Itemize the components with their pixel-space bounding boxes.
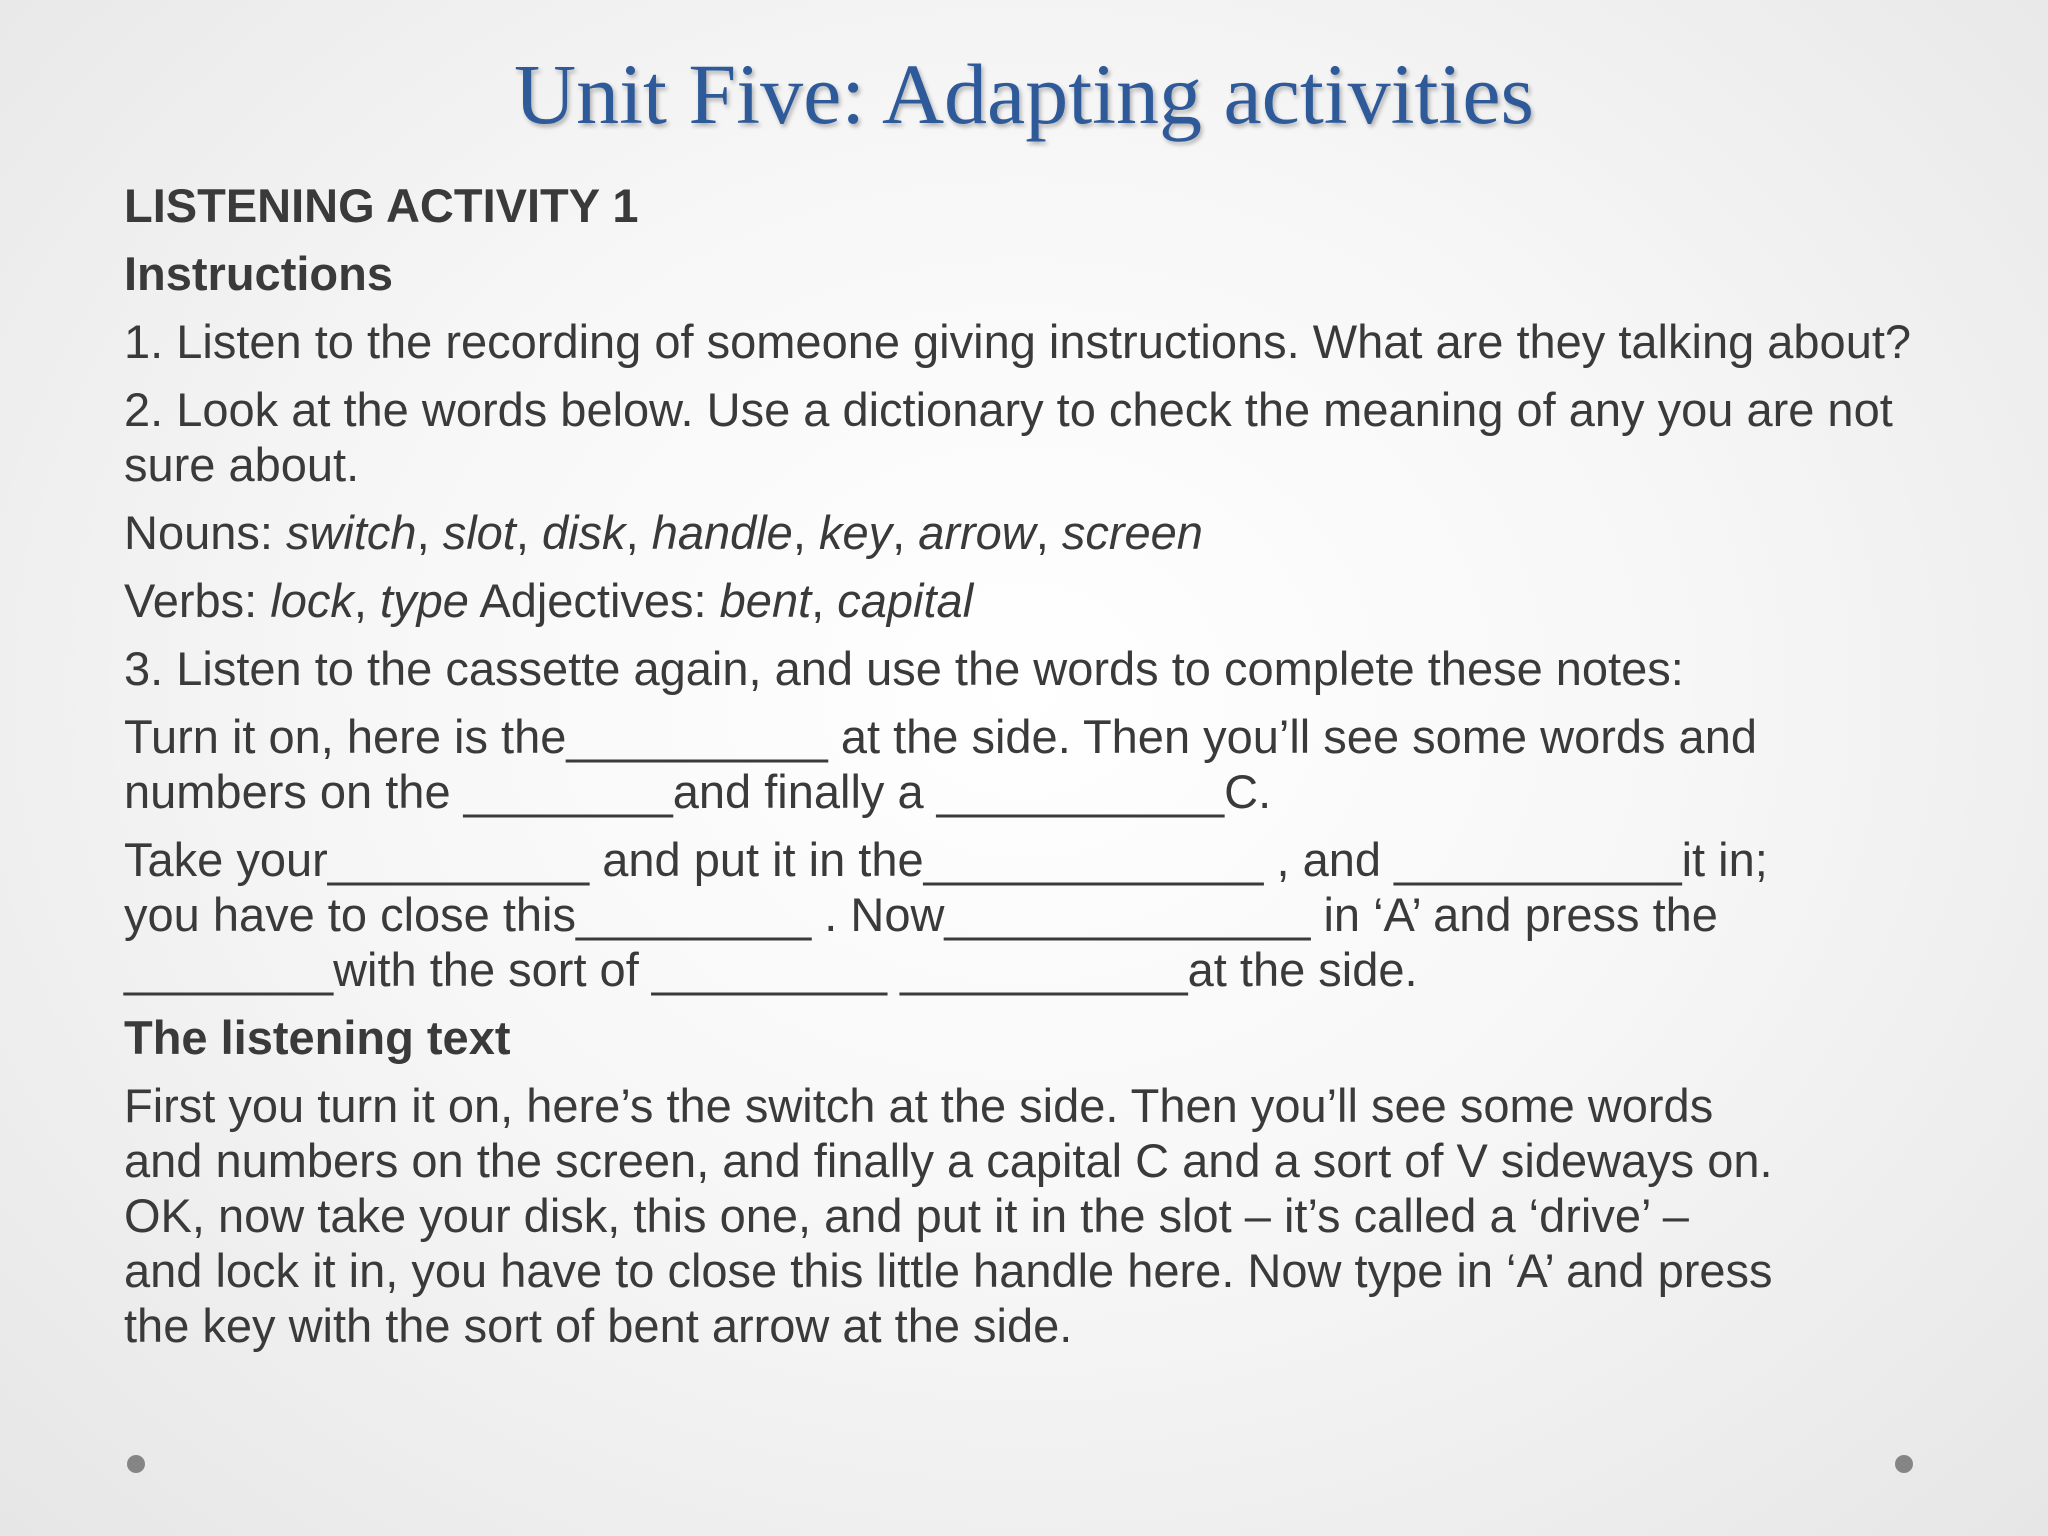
listening-text-line: the key with the sort of bent arrow at the side. [124,1299,1073,1352]
noun-word: slot [442,506,516,559]
gap-fill-notes-2 [124,832,1924,997]
listening-text-line: and numbers on the screen, and finally a capital C and a sort of V sideways on. [124,1134,1773,1187]
listening-text-line: First you turn it on, here’s the switch at the side. Then you’ll see some words [124,1079,1714,1132]
listening-text-label: The listening text [124,1011,511,1064]
noun-word: arrow [918,506,1036,559]
word-separator: , [792,506,819,559]
word-separator: , [892,506,919,559]
verb-word: type [380,574,469,627]
notes-line: numbers on the ________and finally a ___________C. [124,765,1272,818]
listening-text [124,1078,1924,1353]
adjective-word: capital [837,574,974,627]
instructions-label: Instructions [124,247,393,300]
decorative-dot-left [127,1455,145,1473]
adjective-word: bent [719,574,812,627]
verb-word: lock [270,574,354,627]
listening-text-line: and lock it in, you have to close this little handle here. Now type in ‘A’ and press [124,1244,1773,1297]
instruction-step-1: 1. Listen to the recording of someone giving instructions. What are they talking about? [124,315,1912,368]
noun-word: screen [1061,506,1203,559]
verbs-label: Verbs: [124,574,271,627]
noun-word: switch [285,506,417,559]
noun-word: key [818,506,893,559]
nouns-line [124,505,1924,560]
notes-line: Turn it on, here is the__________ at the side. Then you’ll see some words and [124,710,1757,763]
word-separator: , [353,574,381,627]
word-separator: , [515,506,542,559]
instruction-step-3: 3. Listen to the cassette again, and use the words to complete these notes: [124,642,1684,695]
slide-content [124,178,1924,1366]
slide-title: Unit Five: Adapting activities [514,46,1534,142]
word-separator: , [625,506,652,559]
gap-fill-notes-1 [124,709,1924,819]
noun-word: handle [651,506,793,559]
decorative-dot-right [1895,1455,1913,1473]
verbs-adjectives-line [124,573,1924,628]
nouns-label: Nouns: [124,506,286,559]
word-separator: , [416,506,443,559]
notes-line: you have to close this_________ . Now______________ in ‘A’ and press the [124,888,1718,941]
notes-line: ________with the sort of _________ ___________at the side. [124,943,1418,996]
adjectives-label: Adjectives: [468,574,720,627]
noun-word: disk [541,506,626,559]
activity-heading: LISTENING ACTIVITY 1 [124,179,639,232]
notes-line: Take your__________ and put it in the_____________ , and ___________it in; [124,833,1768,886]
word-separator: , [1035,506,1062,559]
listening-text-line: OK, now take your disk, this one, and put it in the slot – it’s called a ‘drive’ – [124,1189,1689,1242]
word-separator: , [811,574,838,627]
instruction-step-2: 2. Look at the words below. Use a dictionary to check the meaning of any you are not sure about. [124,383,1893,491]
